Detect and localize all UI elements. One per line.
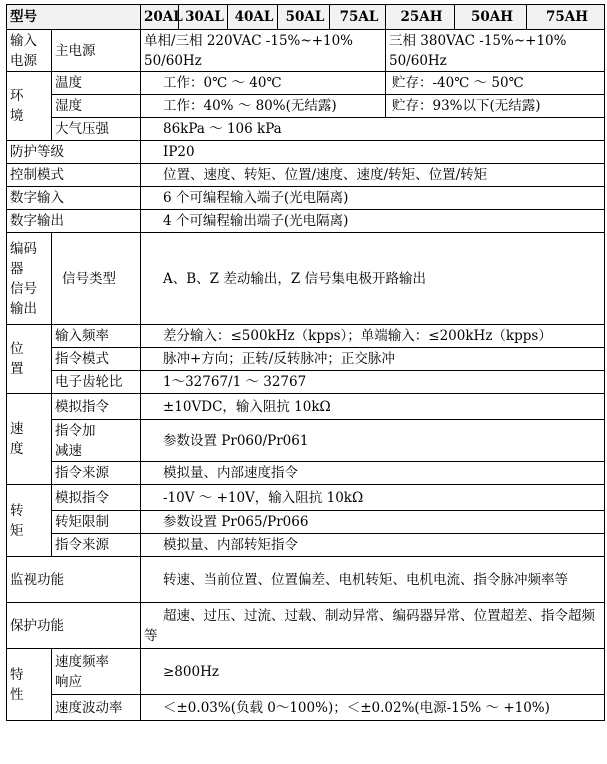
env-temp-item: 温度 xyxy=(52,72,141,95)
input-power-item: 主电源 xyxy=(52,30,141,72)
monitor-value: 转速、当前位置、位置偏差、电机转矩、电机电流、指令脉冲频率等 xyxy=(141,557,605,603)
digital-input-row xyxy=(7,187,605,210)
model-30al: 30AL xyxy=(179,5,228,30)
env-humidity-item: 湿度 xyxy=(52,95,141,118)
env-category: 环 境 xyxy=(7,72,52,141)
input-power-low-spec: 单相/三相 220VAC -15%~+10% 50/60Hz xyxy=(141,30,386,72)
model-25ah: 25AH xyxy=(386,5,455,30)
speed-accel-row xyxy=(7,420,605,462)
encoder-value: A、B、Z 差动输出，Z 信号集电极开路输出 xyxy=(141,233,605,325)
torque-limit-value: 参数设置 Pr065/Pr066 xyxy=(141,511,605,534)
torque-limit-row xyxy=(7,511,605,534)
env-humidity-store: 贮存：93%以下(无结露) xyxy=(386,95,605,118)
torque-analog-value: -10V ～ +10V，输入阻抗 10kΩ xyxy=(141,485,605,511)
speed-category: 速 度 xyxy=(7,394,52,485)
speed-analog-row xyxy=(7,394,605,420)
encoder-category: 编码 器 信号 输出 xyxy=(7,233,52,325)
digital-output-row xyxy=(7,210,605,233)
protection-item: 防护等级 xyxy=(7,141,141,164)
char-response-item: 速度频率 响应 xyxy=(52,649,141,695)
digital-input-value: 6 个可编程输入端子(光电隔离) xyxy=(141,187,605,210)
torque-analog-row xyxy=(7,485,605,511)
model-50al: 50AL xyxy=(278,5,330,30)
torque-limit-item: 转矩限制 xyxy=(52,511,141,534)
position-freq-value: 差分输入：≤500kHz（kpps）；单端输入：≤200kHz（kpps） xyxy=(141,325,605,348)
model-20al: 20AL xyxy=(141,5,179,30)
speed-accel-item: 指令加 减速 xyxy=(52,420,141,462)
control-mode-item: 控制模式 xyxy=(7,164,141,187)
env-humidity-work: 工作：40% ～ 80%(无结露) xyxy=(141,95,386,118)
model-40al: 40AL xyxy=(228,5,278,30)
position-mode-value: 脉冲+方向；正转/反转脉冲；正交脉冲 xyxy=(141,348,605,371)
position-freq-row xyxy=(7,325,605,348)
model-75ah: 75AH xyxy=(527,5,605,30)
speed-source-row xyxy=(7,462,605,485)
encoder-item: 信号类型 xyxy=(52,233,141,325)
torque-source-value: 模拟量、内部转矩指令 xyxy=(141,534,605,557)
model-label: 型号 xyxy=(7,5,141,30)
torque-category: 转 矩 xyxy=(7,485,52,557)
env-temp-work: 工作：0℃ ～ 40℃ xyxy=(141,72,386,95)
input-power-high-spec: 三相 380VAC -15%~+10% 50/60Hz xyxy=(386,30,605,72)
protect-value: 超速、过压、过流、过载、制动异常、编码器异常、位置超差、指令超频等 xyxy=(141,603,605,649)
char-response-row xyxy=(7,649,605,695)
position-gear-row xyxy=(7,371,605,394)
digital-output-value: 4 个可编程输出端子(光电隔离) xyxy=(141,210,605,233)
input-power-category: 输入 电源 xyxy=(7,30,52,72)
protection-value: IP20 xyxy=(141,141,605,164)
env-temp-store: 贮存：-40℃ ～ 50℃ xyxy=(386,72,605,95)
speed-analog-item: 模拟指令 xyxy=(52,394,141,420)
protection-row xyxy=(7,141,605,164)
speed-analog-value: ±10VDC，输入阻抗 10kΩ xyxy=(141,394,605,420)
model-75al: 75AL xyxy=(330,5,386,30)
torque-analog-item: 模拟指令 xyxy=(52,485,141,511)
env-pressure-item: 大气压强 xyxy=(52,118,141,141)
speed-source-value: 模拟量、内部速度指令 xyxy=(141,462,605,485)
env-pressure-row xyxy=(7,118,605,141)
torque-source-row xyxy=(7,534,605,557)
encoder-row xyxy=(7,233,605,325)
char-ripple-item: 速度波动率 xyxy=(52,695,141,721)
speed-source-item: 指令来源 xyxy=(52,462,141,485)
input-power-row xyxy=(7,30,605,72)
char-ripple-value: ＜±0.03%(负载 0～100%)；＜±0.02%(电源-15% ～ +10%) xyxy=(141,695,605,721)
control-mode-row xyxy=(7,164,605,187)
spec-table xyxy=(6,4,605,721)
char-category: 特 性 xyxy=(7,649,52,721)
position-gear-value: 1～32767/1 ～ 32767 xyxy=(141,371,605,394)
char-ripple-row xyxy=(7,695,605,721)
char-response-value: ≥800Hz xyxy=(141,649,605,695)
control-mode-value: 位置、速度、转矩、位置/速度、速度/转矩、位置/转矩 xyxy=(141,164,605,187)
protect-item: 保护功能 xyxy=(7,603,141,649)
position-mode-item: 指令模式 xyxy=(52,348,141,371)
env-pressure-value: 86kPa ～ 106 kPa xyxy=(141,118,605,141)
protect-row xyxy=(7,603,605,649)
position-mode-row xyxy=(7,348,605,371)
position-gear-item: 电子齿轮比 xyxy=(52,371,141,394)
digital-input-item: 数字输入 xyxy=(7,187,141,210)
header-row xyxy=(7,5,605,30)
env-humidity-row xyxy=(7,95,605,118)
speed-accel-value: 参数设置 Pr060/Pr061 xyxy=(141,420,605,462)
digital-output-item: 数字输出 xyxy=(7,210,141,233)
monitor-row xyxy=(7,557,605,603)
position-category: 位 置 xyxy=(7,325,52,394)
model-50ah: 50AH xyxy=(455,5,527,30)
torque-source-item: 指令来源 xyxy=(52,534,141,557)
env-temp-row xyxy=(7,72,605,95)
monitor-item: 监视功能 xyxy=(7,557,141,603)
position-freq-item: 输入频率 xyxy=(52,325,141,348)
